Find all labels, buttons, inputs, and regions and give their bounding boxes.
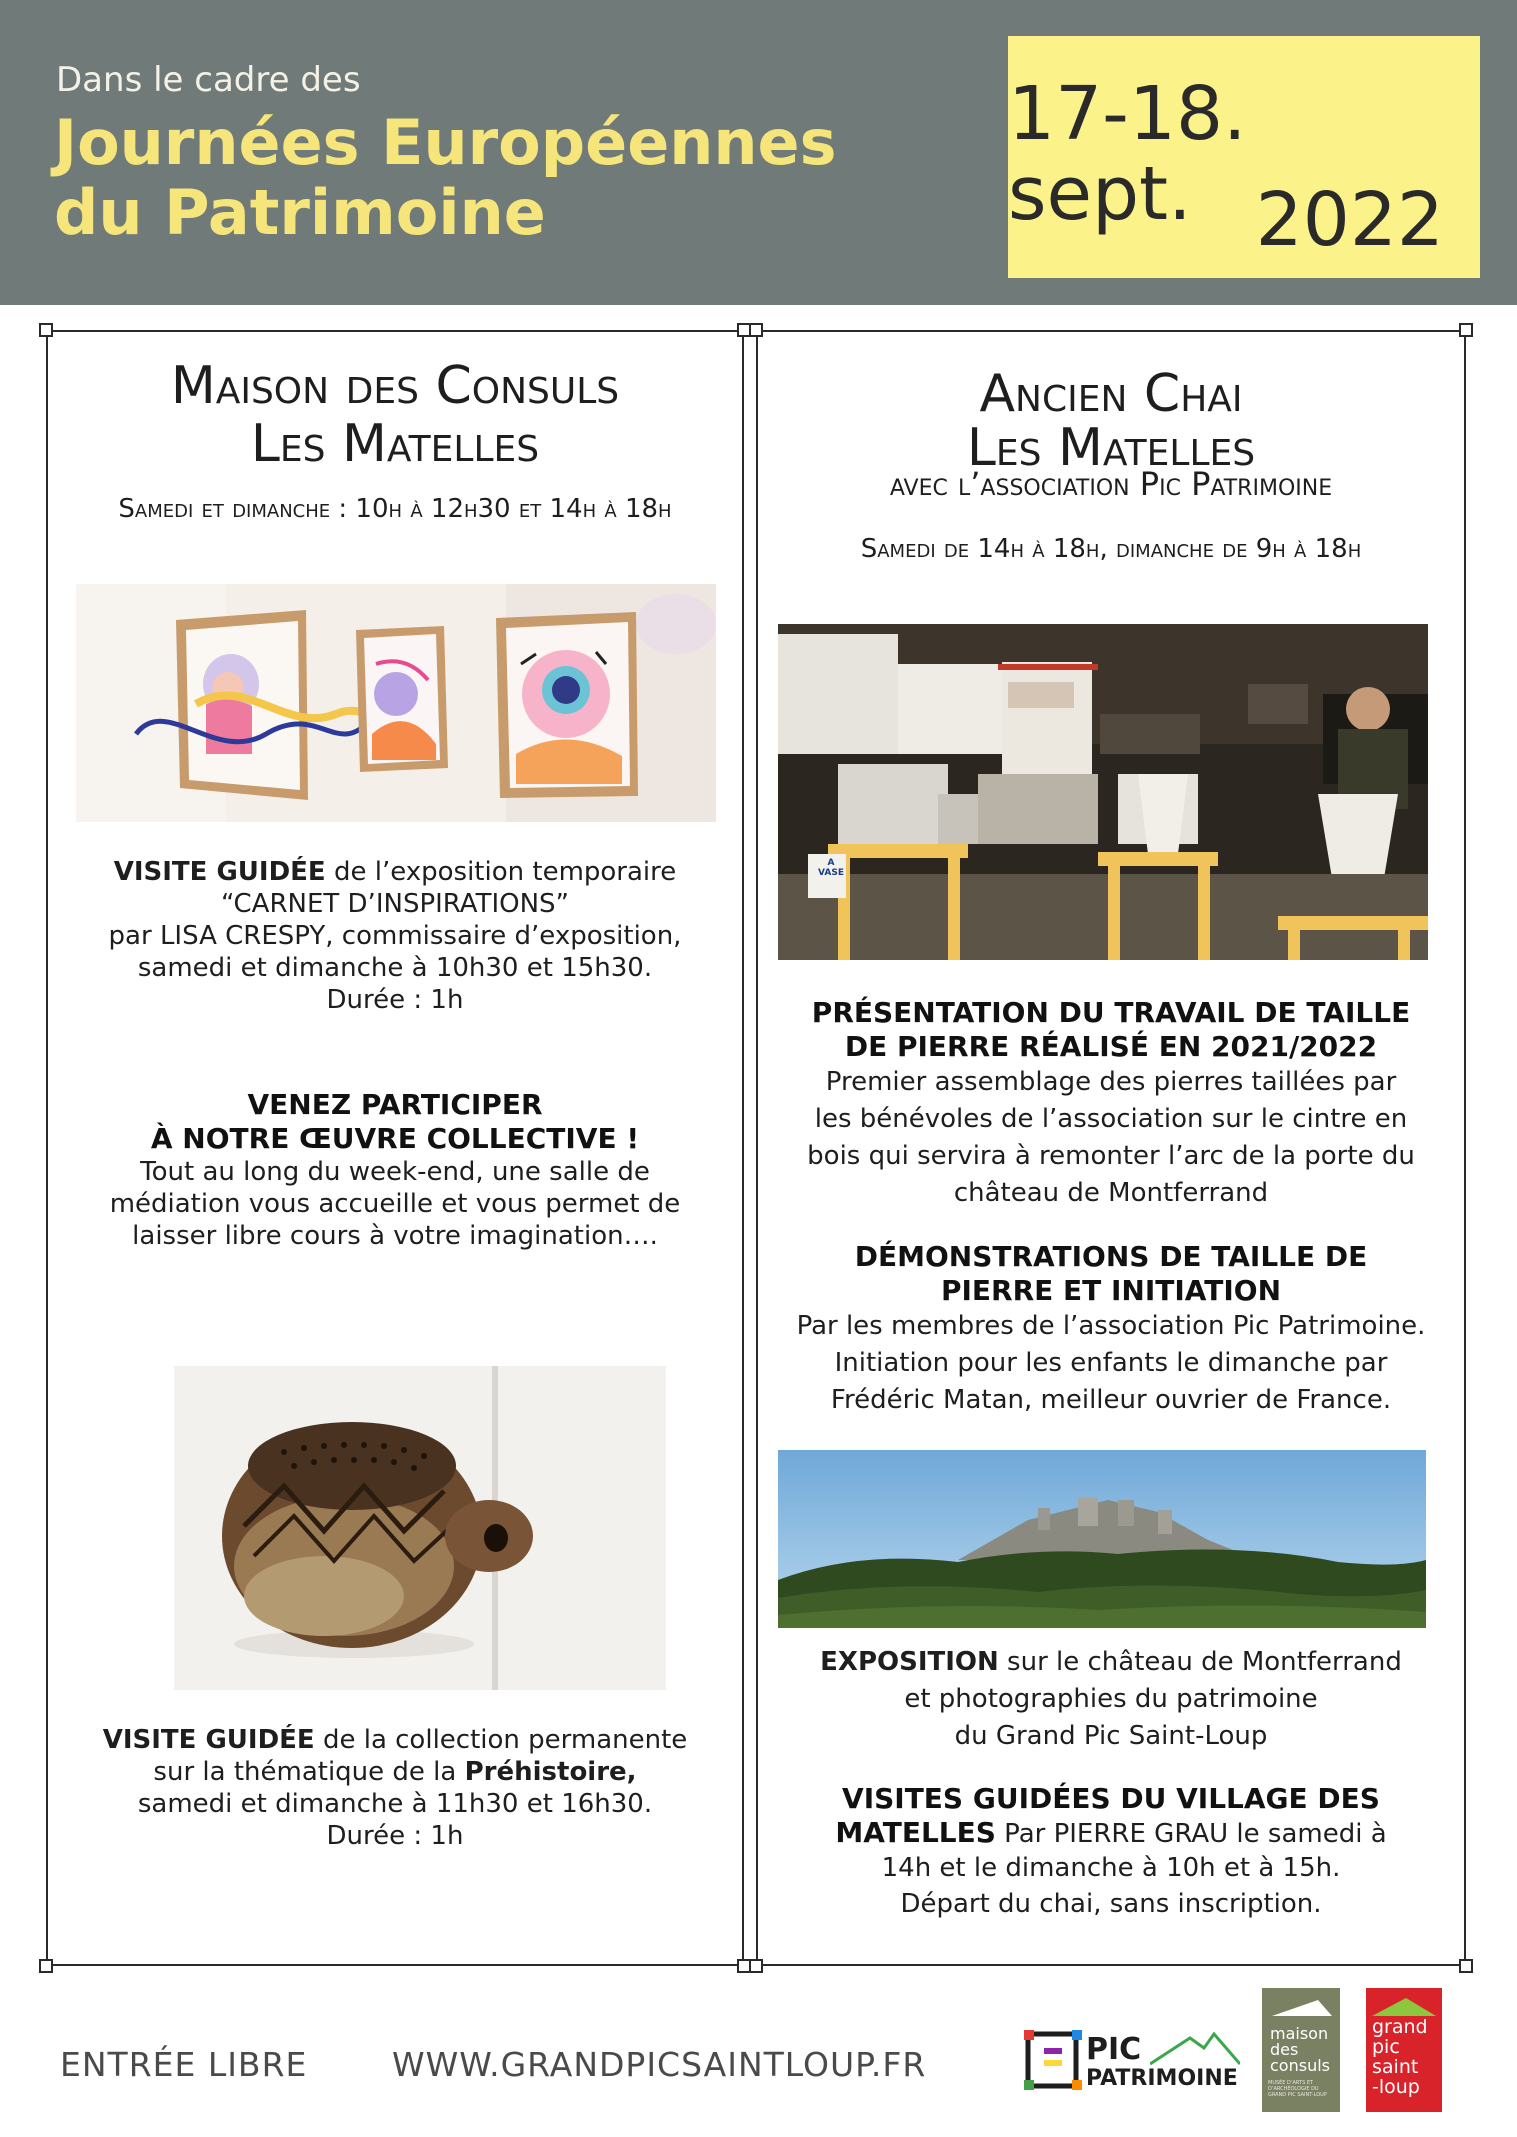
village-name: MATELLES — [835, 1816, 996, 1849]
stone-cutting-photo — [778, 624, 1428, 960]
right-panel-ancien-chai — [756, 330, 1466, 1966]
demo-text-3: Frédéric Matan, meilleur ouvrier de France. — [830, 1385, 1392, 1415]
guided-tour-exhibition — [48, 856, 742, 1016]
frame-corner — [749, 323, 763, 337]
frame-corner — [39, 1959, 53, 1973]
collective-text-1: Tout au long du week-end, une salle de — [140, 1157, 650, 1187]
venue-hours-2: Samedi de 14h à 18h, dimanche de 9h à 18h — [860, 534, 1362, 564]
stone-work-presentation — [758, 996, 1464, 1212]
pic-patrimoine-logo — [1024, 2026, 1244, 2096]
venue-name-2: Ancien Chai — [979, 364, 1243, 424]
tour-times-2: samedi et dimanche à 11h30 et 16h30. — [137, 1789, 653, 1819]
stone-demonstrations — [758, 1240, 1464, 1419]
workshop-sign: A VASE — [818, 858, 844, 878]
demo-heading-2: PIERRE ET INITIATION — [940, 1274, 1282, 1307]
theme-prehistory: Préhistoire, — [464, 1757, 637, 1787]
guided-tour-label-2: VISITE GUIDÉE — [102, 1725, 315, 1755]
presentation-text-4: château de Montferrand — [953, 1178, 1269, 1208]
demo-text-2: Initiation pour les enfants le dimanche par — [834, 1348, 1388, 1378]
curator-line: par LISA CRESPY, commissaire d’exposition, — [108, 921, 682, 951]
tour-duration: Durée : 1h — [326, 985, 464, 1015]
venue-hours: Samedi et dimanche : 10h à 12h30 et 14h à 18h — [118, 494, 672, 524]
maison-logo-line2: des — [1270, 2040, 1299, 2059]
exhibition-artwork-illustration — [76, 584, 716, 822]
gpsl-logo-line3: saint — [1372, 2056, 1419, 2078]
village-tours-departure: Départ du chai, sans inscription. — [900, 1889, 1322, 1919]
venue-name: Maison des Consuls — [170, 356, 620, 416]
free-entry: ENTRÉE LIBRE — [60, 2045, 308, 2084]
left-panel-maison-des-consuls — [46, 330, 744, 1966]
header-kicker: Dans le cadre des — [56, 60, 361, 100]
demo-text-1: Par les membres de l’association Pic Patrimoine. — [796, 1311, 1426, 1341]
tour-times: samedi et dimanche à 10h30 et 15h30. — [137, 953, 653, 983]
vase-illustration — [174, 1366, 666, 1690]
guided-tour-text-2: de la collection permanente — [314, 1725, 688, 1755]
exhibition-photo — [76, 584, 716, 822]
montferrand-castle-photo — [778, 1450, 1426, 1628]
presentation-heading-1: PRÉSENTATION DU TRAVAIL DE TAILLE — [811, 996, 1411, 1029]
exhibition-montferrand — [758, 1644, 1464, 1755]
event-title-line1: Journées Européennes — [54, 106, 837, 179]
exhibition-name: “CARNET D’INSPIRATIONS” — [220, 889, 570, 919]
exhibition-text-1: sur le château de Montferrand — [998, 1647, 1402, 1677]
village-tours-times: 14h et le dimanche à 10h et à 15h. — [881, 1853, 1341, 1883]
exhibition-label: EXPOSITION — [820, 1647, 999, 1677]
pic-patrimoine-logo-mark — [1024, 2028, 1084, 2092]
maison-des-consuls-logo — [1262, 1988, 1340, 2112]
presentation-heading-2: DE PIERRE RÉALISÉ EN 2021/2022 — [844, 1030, 1378, 1063]
guided-tour-prehistory — [48, 1724, 742, 1852]
event-title — [54, 108, 836, 248]
collective-heading-1: VENEZ PARTICIPER — [247, 1088, 543, 1121]
maison-logo-tagline: MUSÉE D’ARTS ET D’ARCHÉOLOGIE DU GRAND PIC SAINT-LOUP — [1268, 2080, 1327, 2098]
frame-corner — [1459, 323, 1473, 337]
village-tours-heading: VISITES GUIDÉES DU VILLAGE DES — [842, 1782, 1380, 1815]
peak-icon — [1366, 1992, 1442, 2018]
theme-text: sur la thématique de la — [153, 1757, 465, 1787]
roof-icon — [1262, 1992, 1340, 2022]
collective-text-2: médiation vous accueille et vous permet de — [109, 1189, 681, 1219]
gpsl-logo-line4: -loup — [1372, 2076, 1420, 2098]
maison-logo-line3: consuls — [1270, 2056, 1330, 2075]
website-link[interactable]: WWW.GRANDPICSAINTLOUP.FR — [392, 2045, 927, 2084]
presentation-text-1: Premier assemblage des pierres taillées par — [825, 1067, 1397, 1097]
guided-tour-text: de l’exposition temporaire — [325, 857, 677, 887]
date-days: 17-18. sept. — [1008, 71, 1247, 237]
collective-artwork-section — [48, 1088, 742, 1252]
gpsl-logo-line1: grand — [1372, 2016, 1428, 2038]
header-banner — [0, 0, 1517, 305]
pic-logo-line2: PATRIMOINE — [1086, 2066, 1238, 2091]
pic-logo-line1: PIC — [1086, 2032, 1142, 2067]
frame-corner — [749, 1959, 763, 1973]
workshop-illustration — [778, 624, 1428, 960]
venue-association: avec l’association Pic Patrimoine — [889, 465, 1333, 503]
collective-heading-2: À NOTRE ŒUVRE COLLECTIVE ! — [150, 1122, 640, 1155]
demo-heading-1: DÉMONSTRATIONS DE TAILLE DE — [854, 1240, 1368, 1273]
frame-corner — [39, 323, 53, 337]
collective-text-3: laisser libre cours à votre imagination…. — [132, 1221, 658, 1251]
date-year: 2022 — [1255, 177, 1444, 263]
prehistoric-vase-photo — [174, 1366, 666, 1690]
date-box — [1008, 36, 1480, 278]
venue-town-2: Les Matelles — [966, 418, 1256, 478]
maison-logo-line1: maison — [1270, 2024, 1329, 2043]
presentation-text-3: bois qui servira à remonter l’arc de la porte du — [807, 1141, 1415, 1171]
presentation-text-2: les bénévoles de l’association sur le cintre en — [814, 1104, 1408, 1134]
village-tours-guide: Par PIERRE GRAU le samedi à — [995, 1819, 1387, 1849]
exhibition-text-3: du Grand Pic Saint-Loup — [954, 1721, 1268, 1751]
event-title-line2: du Patrimoine — [54, 176, 546, 249]
exhibition-text-2: et photographies du patrimoine — [904, 1684, 1318, 1714]
grand-pic-saint-loup-logo — [1366, 1988, 1442, 2112]
venue-town: Les Matelles — [250, 414, 540, 474]
guided-tour-label: VISITE GUIDÉE — [113, 857, 326, 887]
mountain-icon — [1150, 2030, 1240, 2066]
frame-corner — [1459, 1959, 1473, 1973]
castle-landscape-illustration — [778, 1450, 1426, 1628]
tour-duration-2: Durée : 1h — [326, 1821, 464, 1851]
village-guided-tours — [758, 1782, 1464, 1922]
gpsl-logo-line2: pic — [1372, 2036, 1400, 2058]
